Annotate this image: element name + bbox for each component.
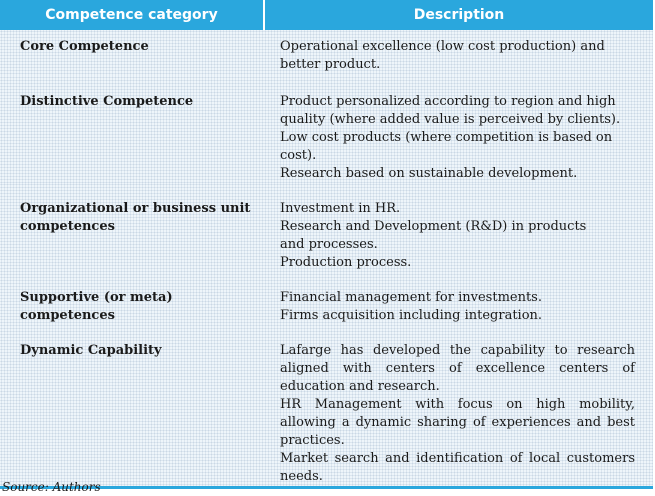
description-line: Research and Development (R&D) in products — [280, 219, 587, 234]
description-line: and processes. — [280, 237, 378, 252]
header-row — [0, 0, 653, 30]
source-note: Source: Authors — [2, 480, 101, 494]
description-line: Operational excellence (low cost production) and better product. — [280, 39, 605, 72]
description-line: Market search and identification of local customers needs. — [280, 451, 635, 484]
table-row — [0, 273, 653, 327]
description-cell — [264, 76, 653, 183]
header-competence-category: Competence category — [0, 0, 264, 30]
description-line: Product personalized according to region and high quality (where added value is perceived by clients). — [280, 94, 621, 127]
table-row — [0, 30, 653, 76]
table-row — [0, 76, 653, 183]
description-cell — [264, 273, 653, 327]
header-description: Description — [264, 0, 653, 30]
description-cell — [264, 30, 653, 76]
table-row — [0, 327, 653, 488]
description-cell — [264, 327, 653, 488]
description-line: Lafarge has developed the capability to research aligned with centers of excellence centers of education and research. — [280, 343, 635, 394]
category-cell: Supportive (or meta) competences — [0, 273, 264, 327]
category-cell: Dynamic Capability — [0, 327, 264, 488]
description-line: Financial management for investments. — [280, 290, 542, 305]
description-line: HR Management with focus on high mobility, allowing a dynamic sharing of experiences and best practices. — [280, 397, 635, 448]
category-cell: Core Competence — [0, 30, 264, 76]
description-cell — [264, 183, 653, 273]
description-line: Low cost products (where competition is based on cost). — [280, 130, 613, 163]
description-line: Firms acquisition including integration. — [280, 308, 543, 323]
category-cell: Organizational or business unit competences — [0, 183, 264, 273]
description-line: Research based on sustainable development. — [280, 166, 578, 181]
table-row — [0, 183, 653, 273]
category-cell: Distinctive Competence — [0, 76, 264, 183]
description-line: Investment in HR. — [280, 201, 401, 216]
description-line: Production process. — [280, 255, 412, 270]
